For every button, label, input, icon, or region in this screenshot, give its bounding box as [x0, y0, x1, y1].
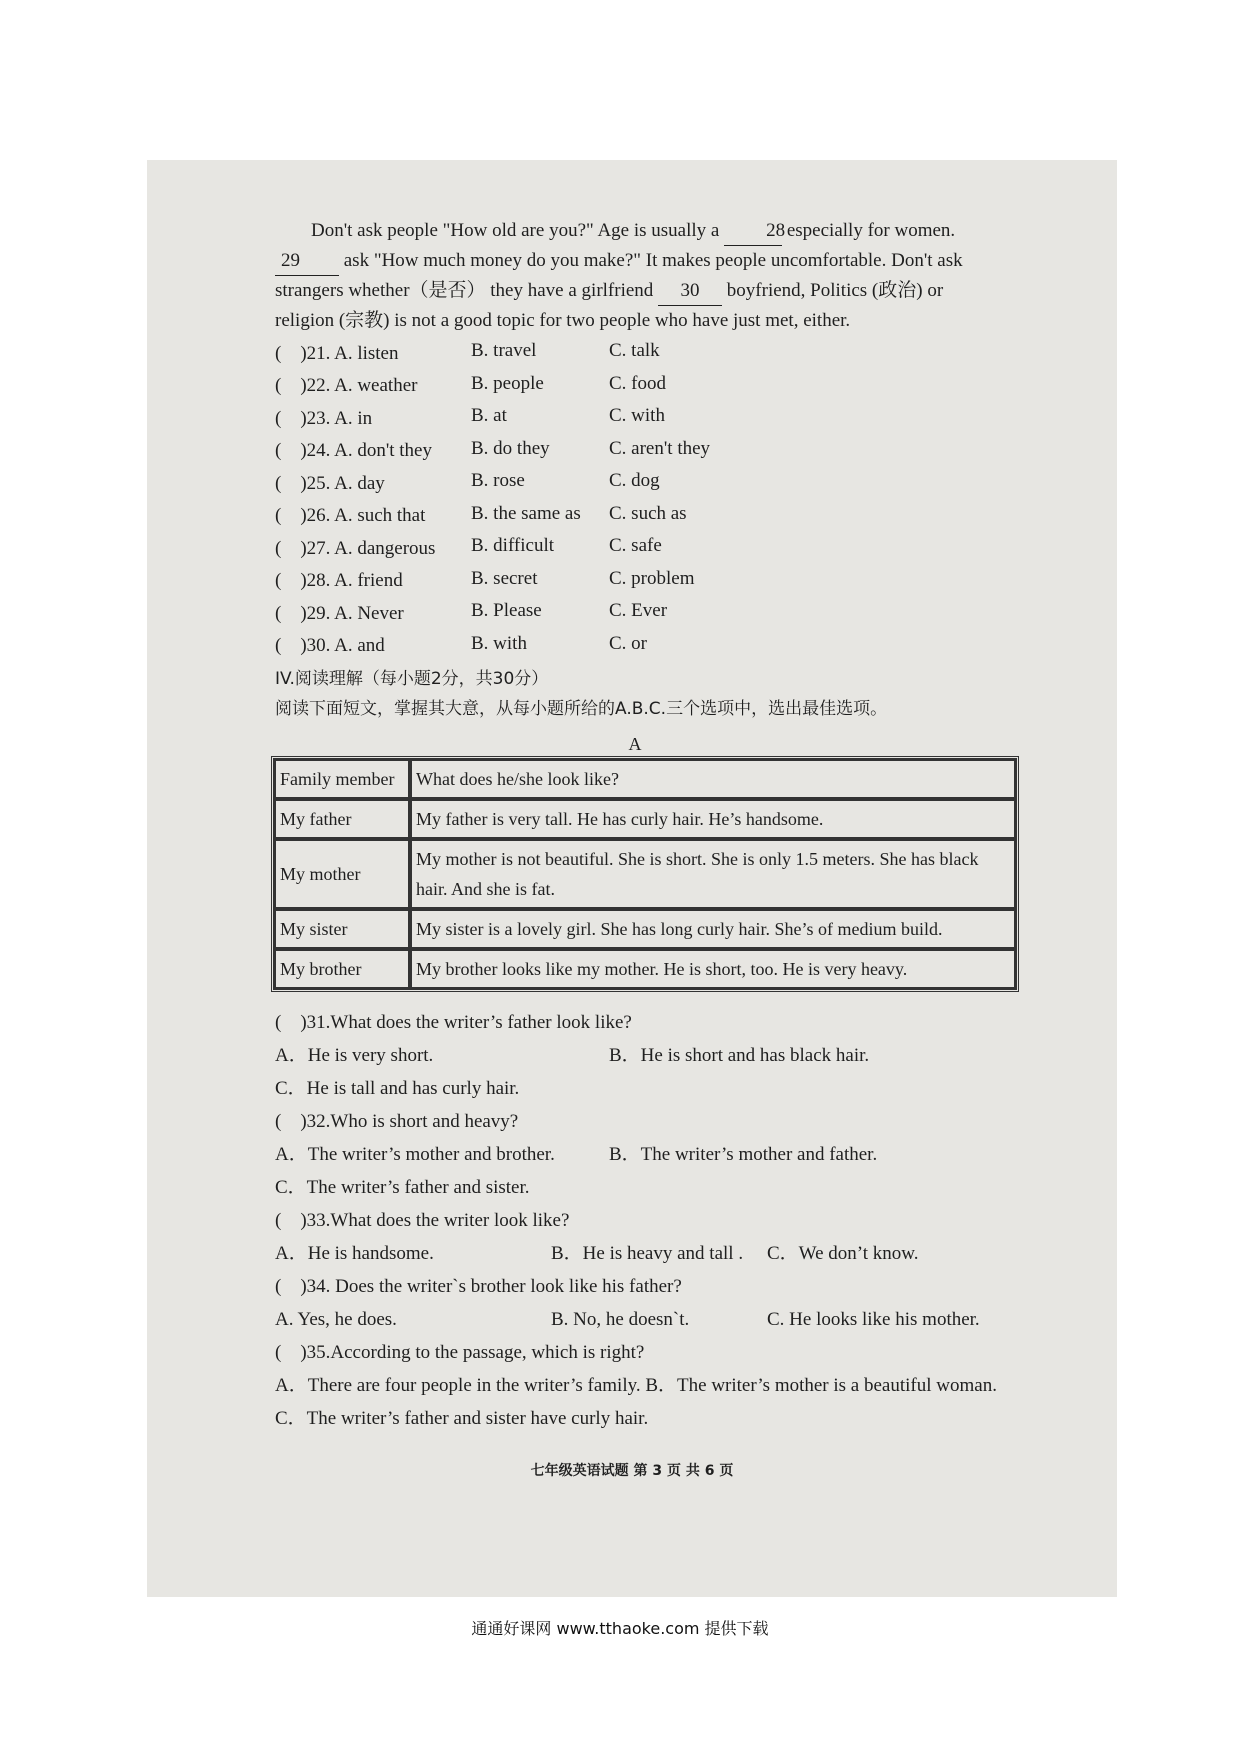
exam-page-photo: [147, 160, 1117, 1597]
table-cell-member: My mother: [274, 839, 410, 909]
option-c: C. or: [609, 632, 647, 654]
cloze-line-1: [275, 216, 995, 246]
section-title: IV.阅读理解（每小题2分，共30分）: [275, 669, 549, 689]
option-ab: A．There are four people in the writer’s family. B．The writer’s mother is a beautiful woman.: [275, 1375, 997, 1396]
question-27: [275, 530, 995, 563]
question-stem: ( )34. Does the writer`s brother look like his father?: [275, 1276, 682, 1297]
option-b: B. rose: [471, 470, 525, 492]
question-25: [275, 465, 995, 498]
option-a: ( )21. A. listen: [275, 342, 399, 364]
option-b: B. with: [471, 632, 527, 654]
table-cell-description: My father is very tall. He has curly hair. He’s handsome.: [410, 799, 1016, 839]
question-32: [275, 1105, 995, 1204]
cloze-line-4: [275, 306, 995, 335]
option-c: C．The writer’s father and sister.: [275, 1177, 530, 1198]
table-cell-description: My brother looks like my mother. He is short, too. He is very heavy.: [410, 949, 1016, 989]
option-c: C．The writer’s father and sister have curly hair.: [275, 1408, 649, 1429]
cloze-text: Don't ask people "How old are you?" Age is usually a: [311, 220, 720, 241]
question-26: [275, 498, 995, 531]
question-21: [275, 335, 995, 368]
option-a: ( )26. A. such that: [275, 505, 426, 527]
blank-29: 29: [275, 246, 339, 276]
site-footer: 通通好课网 www.tthaoke.com 提供下载: [471, 1619, 769, 1638]
family-table: [271, 756, 1019, 992]
table-row: [274, 799, 1016, 839]
option-c: C. with: [609, 405, 665, 427]
question-31: [275, 1006, 995, 1105]
option-c: C. problem: [609, 567, 695, 589]
option-b: B. travel: [471, 340, 537, 362]
option-c: C. talk: [609, 340, 660, 362]
option-b: B. people: [471, 372, 544, 394]
option-c: C．We don’t know.: [767, 1243, 919, 1264]
option-b: B. Please: [471, 600, 542, 622]
option-b: B. at: [471, 405, 507, 427]
option-c: C．He is tall and has curly hair.: [275, 1078, 520, 1099]
option-c: C. Ever: [609, 600, 668, 622]
question-stem: ( )32.Who is short and heavy?: [275, 1111, 519, 1132]
table-cell-member: My sister: [274, 909, 410, 949]
option-a: ( )23. A. in: [275, 407, 373, 429]
option-b: B．The writer’s mother and father.: [609, 1144, 878, 1165]
table-cell-description: My mother is not beautiful. She is short. She is only 1.5 meters. She has black hair. And she is fat.: [410, 839, 1016, 909]
option-c: C. such as: [609, 502, 687, 524]
question-30: [275, 628, 995, 661]
option-a: ( )24. A. don't they: [275, 440, 432, 462]
option-a: ( )28. A. friend: [275, 570, 403, 592]
table-cell-member: My father: [274, 799, 410, 839]
option-a: A．He is very short.: [275, 1045, 434, 1066]
blank-28: 28: [724, 216, 782, 246]
question-34: [275, 1270, 995, 1336]
option-c: C. aren't they: [609, 437, 711, 459]
table-cell-member: My brother: [274, 949, 410, 989]
question-35: [275, 1336, 995, 1435]
option-a: A．He is handsome.: [275, 1243, 434, 1264]
cloze-text: boyfriend, Politics (政治) or: [726, 280, 944, 301]
option-a: A. Yes, he does.: [275, 1309, 397, 1330]
cloze-text: especially for women.: [786, 220, 956, 241]
question-stem: ( )31.What does the writer’s father look like?: [275, 1012, 632, 1033]
question-stem: ( )35.According to the passage, which is right?: [275, 1342, 645, 1363]
question-33: [275, 1204, 995, 1270]
blank-30: 30: [658, 276, 722, 306]
option-b: B. secret: [471, 567, 538, 589]
cloze-text: strangers whether（是否） they have a girlfriend: [275, 280, 654, 301]
question-23: [275, 400, 995, 433]
table-header: Family member: [274, 759, 410, 799]
option-a: ( )22. A. weather: [275, 375, 418, 397]
option-b: B. do they: [471, 437, 550, 459]
option-c: C. safe: [609, 535, 662, 557]
passage-label: A: [628, 734, 642, 754]
option-a: A．The writer’s mother and brother.: [275, 1144, 555, 1165]
option-a: ( )30. A. and: [275, 635, 385, 657]
option-b: B. the same as: [471, 502, 581, 524]
option-b: B. difficult: [471, 535, 555, 557]
question-29: [275, 595, 995, 628]
table-cell-description: My sister is a lovely girl. She has long curly hair. She’s of medium build.: [410, 909, 1016, 949]
table-row: [274, 909, 1016, 949]
exam-content: [275, 216, 995, 1435]
question-28: [275, 563, 995, 596]
cloze-passage: [275, 216, 995, 335]
option-b: B．He is heavy and tall .: [551, 1243, 744, 1264]
cloze-text: religion (宗教) is not a good topic for two people who have just met, either.: [275, 310, 851, 331]
cloze-line-2: [275, 246, 995, 276]
question-stem: ( )33.What does the writer look like?: [275, 1210, 570, 1231]
option-b: B. No, he doesn`t.: [551, 1309, 690, 1330]
table-row: [274, 839, 1016, 909]
page-footer: 七年级英语试题 第 3 页 共 6 页: [530, 1463, 734, 1479]
option-a: ( )25. A. day: [275, 472, 385, 494]
cloze-questions: [275, 335, 995, 660]
question-24: [275, 433, 995, 466]
question-22: [275, 368, 995, 401]
table-header: What does he/she look like?: [410, 759, 1016, 799]
section-instruction: 阅读下面短文，掌握其大意，从每小题所给的A.B.C.三个选项中，选出最佳选项。: [275, 699, 888, 719]
cloze-text: ask "How much money do you make?" It makes people uncomfortable. Don't ask: [343, 250, 963, 271]
option-a: ( )27. A. dangerous: [275, 537, 436, 559]
table-row: [274, 949, 1016, 989]
table-header-row: [274, 759, 1016, 799]
option-c: C. He looks like his mother.: [767, 1309, 980, 1330]
cloze-line-3: [275, 276, 995, 306]
option-b: B．He is short and has black hair.: [609, 1045, 870, 1066]
option-a: ( )29. A. Never: [275, 602, 404, 624]
option-c: C. food: [609, 372, 666, 394]
option-c: C. dog: [609, 470, 660, 492]
